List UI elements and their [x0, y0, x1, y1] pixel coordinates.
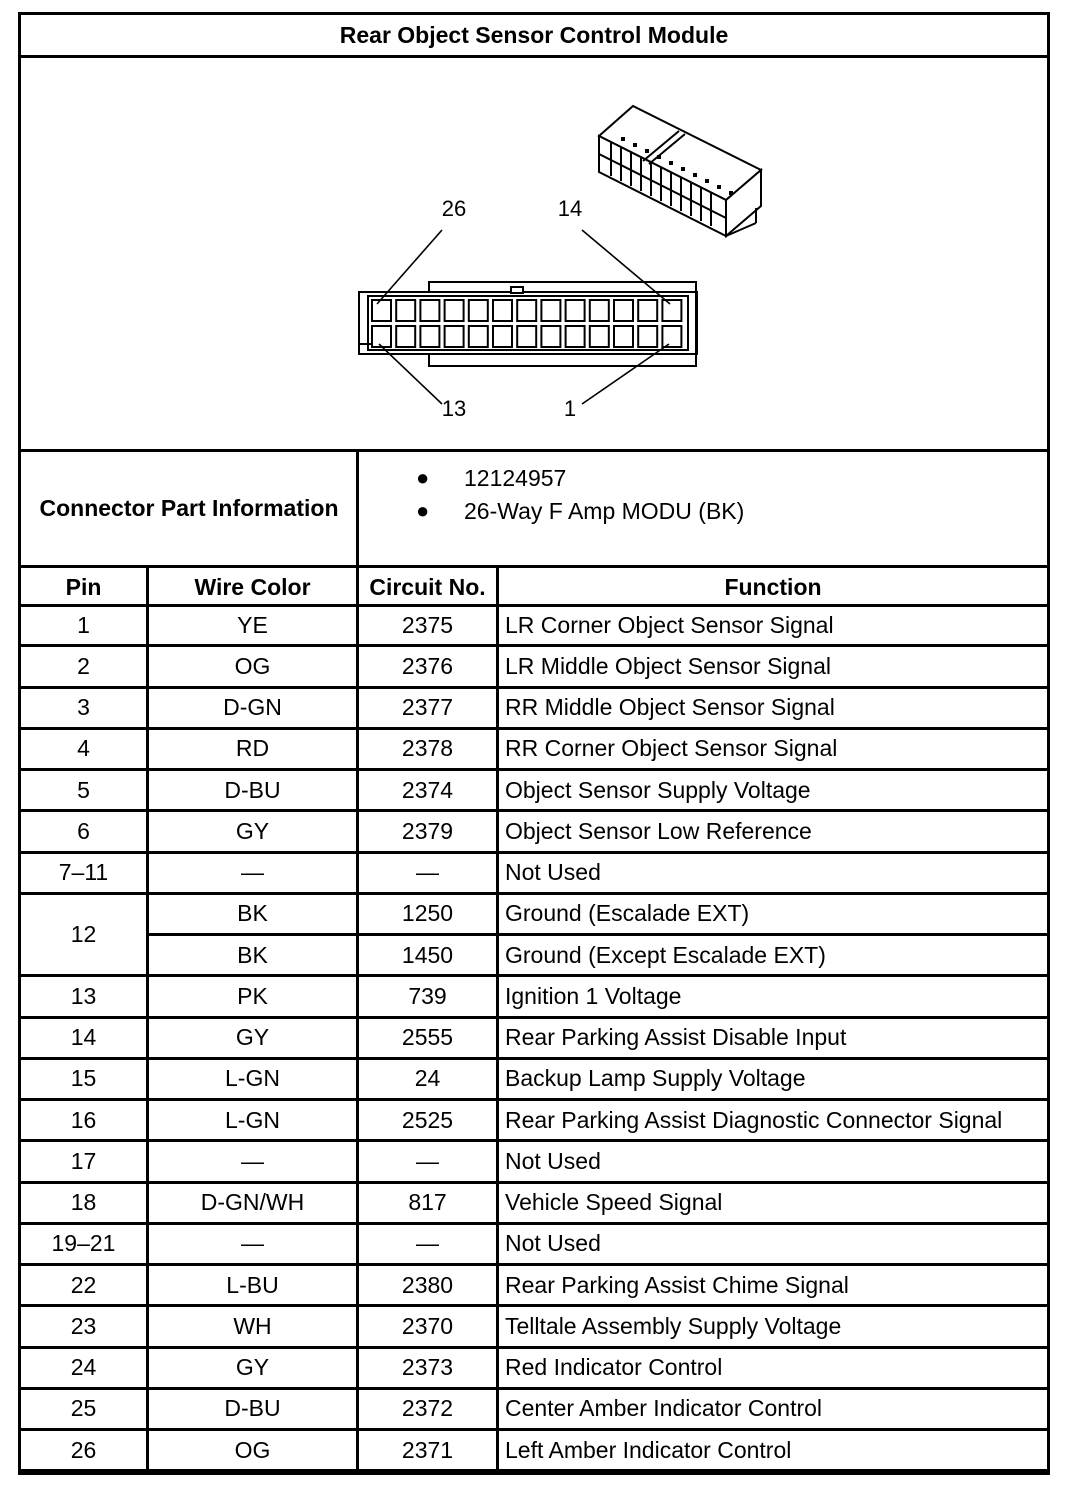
- connector-cavity: [396, 300, 415, 321]
- cell-pin: 26: [70, 1436, 97, 1463]
- connector-cavity: [566, 300, 585, 321]
- cell-circuit-no: —: [416, 859, 439, 886]
- cell-function: Rear Parking Assist Chime Signal: [505, 1271, 849, 1298]
- pin-callout-14: 14: [557, 196, 583, 221]
- connector-cavity: [566, 326, 585, 347]
- connector-cavity: [662, 326, 681, 347]
- cell-pin: 6: [77, 817, 90, 844]
- cell-wire-color: L-GN: [225, 1065, 280, 1092]
- cell-function: Center Amber Indicator Control: [505, 1395, 823, 1422]
- cell-circuit-no: 1450: [401, 941, 454, 968]
- cell-circuit-no: 2371: [401, 1436, 454, 1463]
- divider: [21, 1469, 1047, 1472]
- cell-pin: 17: [70, 1147, 97, 1174]
- cell-circuit-no: —: [416, 1230, 439, 1257]
- cell-wire-color: D-BU: [224, 1395, 281, 1422]
- cell-wire-color: L-GN: [225, 1106, 280, 1133]
- connector-cavity: [372, 326, 391, 347]
- connector-cavity: [445, 326, 464, 347]
- cell-function: Not Used: [505, 859, 601, 886]
- cell-circuit-no: 817: [408, 1189, 447, 1216]
- connector-cavity: [614, 300, 633, 321]
- connector-cavity: [541, 326, 560, 347]
- header-wire-color: Wire Color: [194, 573, 311, 600]
- connector-cavity: [420, 300, 439, 321]
- pin-callout-13: 13: [441, 396, 467, 421]
- cell-pin: 1: [77, 611, 90, 638]
- cell-pin: 22: [70, 1271, 97, 1298]
- cell-circuit-no: 2372: [401, 1395, 454, 1422]
- connector-cavity: [590, 326, 609, 347]
- cell-pin: 25: [70, 1395, 97, 1422]
- cell-pin: 2: [77, 652, 90, 679]
- header-pin: Pin: [65, 573, 102, 600]
- cell-circuit-no: 2373: [401, 1354, 454, 1381]
- cell-circuit-no: —: [416, 1147, 439, 1174]
- cell-function: Not Used: [505, 1230, 601, 1257]
- cell-function: Object Sensor Low Reference: [505, 817, 812, 844]
- divider: [356, 452, 359, 565]
- connector-cavity: [372, 300, 391, 321]
- cell-wire-color: YE: [237, 611, 268, 638]
- connector-cavity: [662, 300, 681, 321]
- connector-cavity: [517, 326, 536, 347]
- connector-description: 26-Way F Amp MODU (BK): [464, 498, 745, 524]
- cell-pin: 5: [77, 776, 90, 803]
- connector-cavity: [493, 300, 512, 321]
- page-title: Rear Object Sensor Control Module: [339, 21, 729, 48]
- cell-circuit-no: 739: [408, 982, 447, 1009]
- cell-circuit-no: 2375: [401, 611, 454, 638]
- cell-pin: 18: [70, 1189, 97, 1216]
- pin-callout-1: 1: [563, 396, 577, 421]
- cell-wire-color: —: [241, 1147, 264, 1174]
- cell-pin: 24: [70, 1354, 97, 1381]
- cell-function: RR Middle Object Sensor Signal: [505, 694, 835, 721]
- connector-cavity: [420, 326, 439, 347]
- connector-cavity: [469, 300, 488, 321]
- cell-wire-color: D-GN/WH: [200, 1189, 305, 1216]
- connector-cavity: [396, 326, 415, 347]
- cell-function: Rear Parking Assist Diagnostic Connector Signal: [505, 1106, 1003, 1133]
- cell-function: RR Corner Object Sensor Signal: [505, 735, 838, 762]
- cell-wire-color: BK: [237, 941, 268, 968]
- cell-wire-color: OG: [234, 652, 271, 679]
- cell-function: Vehicle Speed Signal: [505, 1189, 723, 1216]
- cell-wire-color: OG: [234, 1436, 271, 1463]
- header-circuit-no: Circuit No.: [369, 573, 486, 600]
- divider: [356, 568, 359, 1469]
- connector-cavity: [614, 326, 633, 347]
- cell-pin: 7–11: [58, 859, 109, 886]
- cell-circuit-no: 24: [414, 1065, 441, 1092]
- cell-circuit-no: 2376: [401, 652, 454, 679]
- connector-cavity: [638, 326, 657, 347]
- cell-function: Rear Parking Assist Disable Input: [505, 1024, 847, 1051]
- cell-pin: 15: [70, 1065, 97, 1092]
- cell-circuit-no: 2378: [401, 735, 454, 762]
- cell-wire-color: GY: [235, 1024, 270, 1051]
- cell-wire-color: D-GN: [223, 694, 282, 721]
- connector-face-outline: [359, 282, 697, 366]
- cell-function: Telltale Assembly Supply Voltage: [505, 1312, 842, 1339]
- cell-pin: 23: [70, 1312, 97, 1339]
- connector-perspective-illustration: [599, 106, 761, 236]
- cell-wire-color: GY: [235, 1354, 270, 1381]
- divider: [496, 568, 499, 1469]
- bullet-icon: ●: [416, 498, 430, 523]
- connector-cavities: [372, 300, 681, 347]
- connector-cavity: [590, 300, 609, 321]
- cell-circuit-no: 2525: [401, 1106, 454, 1133]
- cell-wire-color: BK: [237, 900, 268, 927]
- cell-function: Ignition 1 Voltage: [505, 982, 682, 1009]
- cell-wire-color: RD: [235, 735, 270, 762]
- cell-function: Object Sensor Supply Voltage: [505, 776, 811, 803]
- cell-wire-color: D-BU: [224, 776, 281, 803]
- cell-function: Red Indicator Control: [505, 1354, 723, 1381]
- cell-function: Left Amber Indicator Control: [505, 1436, 792, 1463]
- connector-cavity: [493, 326, 512, 347]
- cell-wire-color: GY: [235, 817, 270, 844]
- cell-wire-color: L-BU: [226, 1271, 279, 1298]
- cell-wire-color: —: [241, 1230, 264, 1257]
- cell-pin: 12: [70, 921, 97, 947]
- cell-circuit-no: 2555: [401, 1024, 454, 1051]
- header-function: Function: [724, 573, 822, 600]
- cell-function: LR Middle Object Sensor Signal: [505, 652, 831, 679]
- connector-diagram: [21, 58, 1047, 449]
- connector-sheet: [18, 12, 1050, 1475]
- cell-wire-color: WH: [233, 1312, 272, 1339]
- cell-circuit-no: 2379: [401, 817, 454, 844]
- connector-part-number: 12124957: [464, 465, 567, 491]
- connector-cavity: [445, 300, 464, 321]
- cell-pin: 19–21: [51, 1230, 116, 1257]
- divider: [146, 568, 149, 1469]
- bullet-icon: ●: [416, 465, 430, 490]
- cell-function: Not Used: [505, 1147, 601, 1174]
- connector-cavity: [638, 300, 657, 321]
- cell-wire-color: —: [241, 859, 264, 886]
- connector-cavity: [541, 300, 560, 321]
- cell-pin: 16: [70, 1106, 97, 1133]
- pin-callout-26: 26: [441, 196, 467, 221]
- cell-circuit-no: 1250: [401, 900, 454, 927]
- cell-circuit-no: 2370: [401, 1312, 454, 1339]
- cell-function: Ground (Except Escalade EXT): [505, 941, 826, 968]
- connector-cavity: [469, 326, 488, 347]
- cell-function: Ground (Escalade EXT): [505, 900, 750, 927]
- cell-pin: 14: [70, 1024, 97, 1051]
- cell-pin: 3: [77, 694, 90, 721]
- cell-wire-color: PK: [237, 982, 268, 1009]
- connector-cavity: [517, 300, 536, 321]
- cell-pin: 13: [70, 982, 97, 1009]
- cell-function: LR Corner Object Sensor Signal: [505, 611, 834, 638]
- cell-circuit-no: 2380: [401, 1271, 454, 1298]
- cell-circuit-no: 2374: [401, 776, 454, 803]
- cell-pin: 4: [77, 735, 90, 762]
- connector-info-label: Connector Part Information: [39, 495, 339, 521]
- cell-function: Backup Lamp Supply Voltage: [505, 1065, 806, 1092]
- cell-circuit-no: 2377: [401, 694, 454, 721]
